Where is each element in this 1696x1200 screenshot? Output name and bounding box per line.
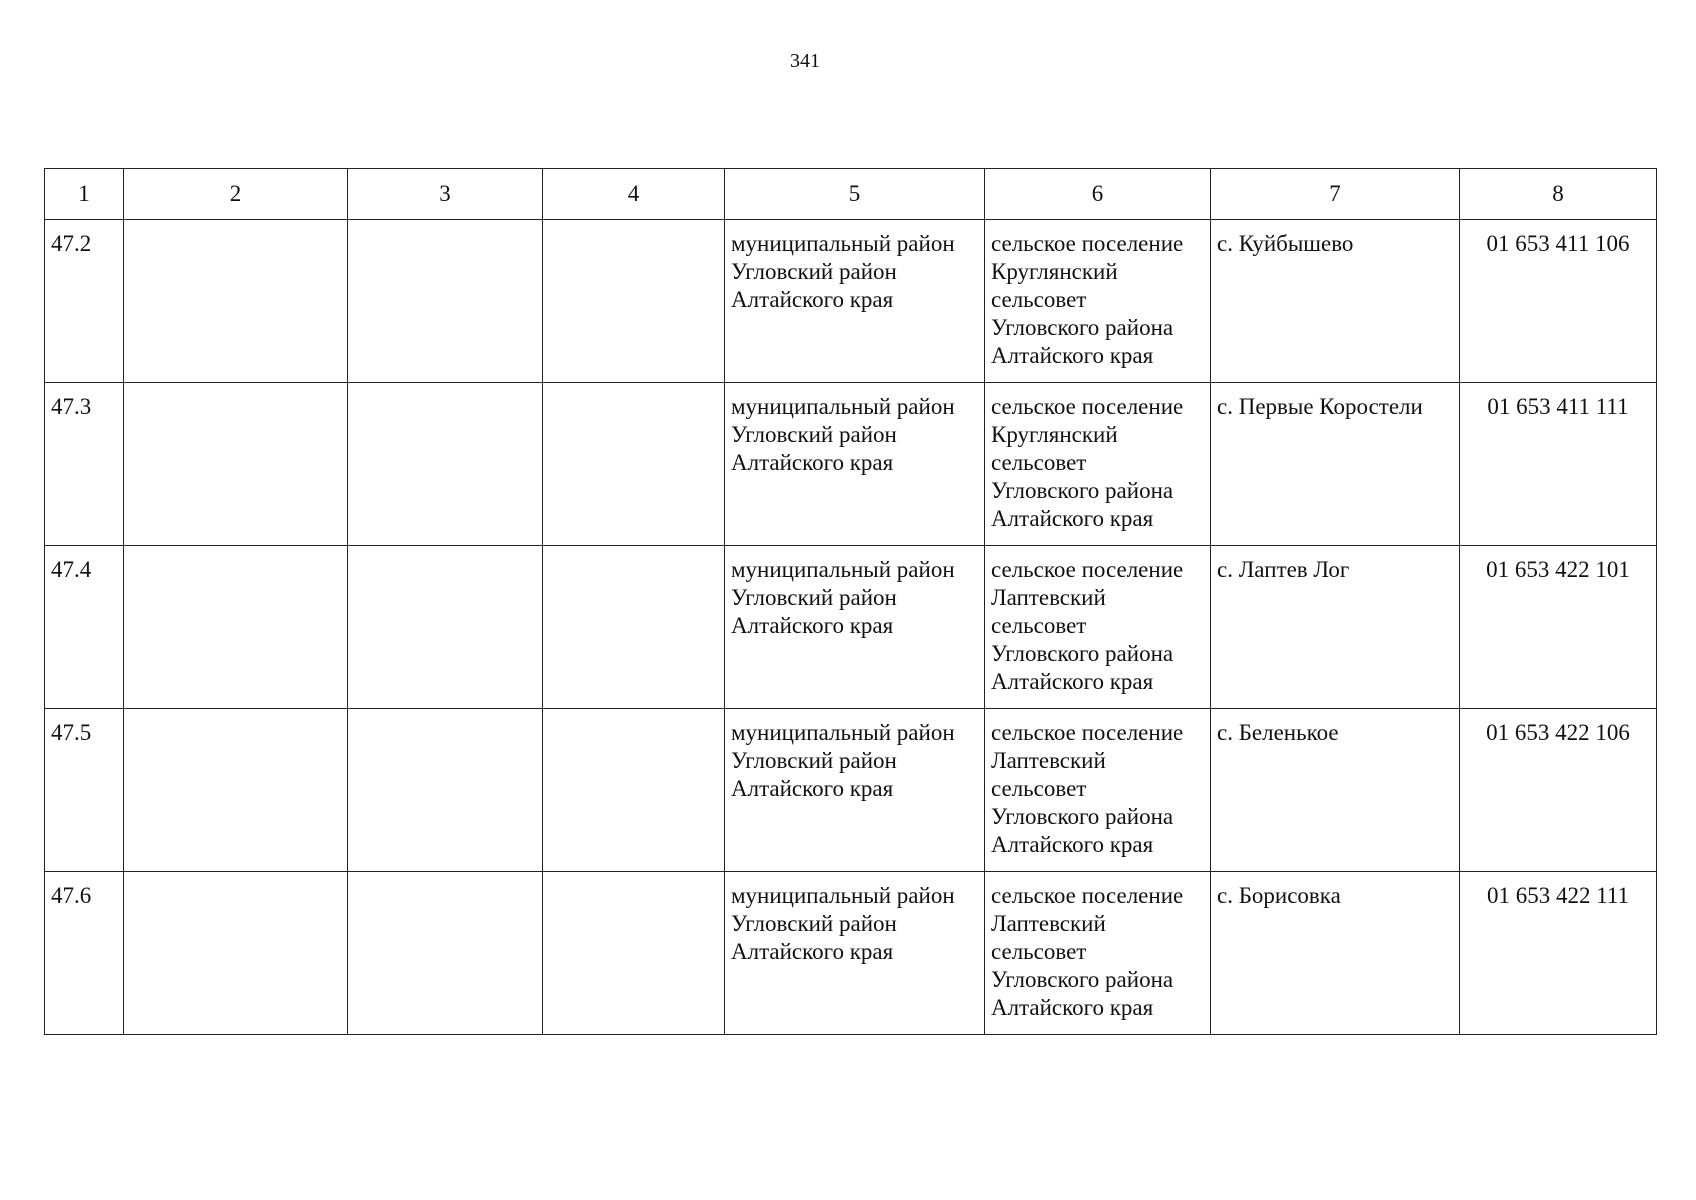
row-number: 47.5 [51,720,92,745]
empty-cell [124,546,348,709]
empty-cell [543,383,725,546]
locality-name: с. Куйбышево [1217,231,1354,256]
row-number-cell [45,872,124,1035]
col2-value [124,546,347,556]
empty-cell [543,872,725,1035]
row-number-cell [45,220,124,383]
district-name: муниципальный район Угловский район Алтайского края [731,394,955,475]
column-header-7: 7 [1211,169,1460,220]
empty-cell [124,709,348,872]
code-cell [1460,872,1657,1035]
settlement-name: сельское поселение Круглянский сельсовет Угловского района Алтайского края [991,394,1184,531]
settlement-name: сельское поселение Круглянский сельсовет Угловского района Алтайского края [991,231,1184,368]
empty-cell [124,220,348,383]
settlement-cell [985,546,1211,709]
oktmo-code: 01 653 411 106 [1486,231,1630,256]
locality-cell [1211,220,1460,383]
column-header-8: 8 [1460,169,1657,220]
row-number: 47.2 [51,231,92,256]
code-cell [1460,709,1657,872]
page-number: 341 [790,50,820,72]
col3-value [348,220,542,230]
empty-cell [348,709,543,872]
district-name: муниципальный район Угловский район Алтайского края [731,231,955,312]
settlement-cell [985,220,1211,383]
row-number-cell [45,383,124,546]
col2-value [124,709,347,719]
locality-name: с. Беленькое [1217,720,1339,745]
col2-value [124,383,347,393]
header-row [45,169,1657,220]
district-name: муниципальный район Угловский район Алтайского края [731,883,955,964]
col3-value [348,546,542,556]
oktmo-code: 01 653 422 106 [1486,720,1630,745]
col3-value [348,872,542,882]
code-cell [1460,220,1657,383]
empty-cell [543,220,725,383]
table-row [45,220,1657,383]
row-number: 47.3 [51,394,92,419]
settlement-cell [985,872,1211,1035]
col4-value [543,872,724,882]
empty-cell [124,872,348,1035]
empty-cell [543,709,725,872]
oktmo-code: 01 653 422 101 [1486,557,1630,582]
locality-name: с. Лаптев Лог [1217,557,1350,582]
district-name: муниципальный район Угловский район Алтайского края [731,720,955,801]
settlement-name: сельское поселение Лаптевский сельсовет Угловского района Алтайского края [991,883,1184,1020]
oktmo-code: 01 653 422 111 [1486,883,1630,908]
empty-cell [348,872,543,1035]
row-number: 47.6 [51,883,92,908]
table-row [45,383,1657,546]
column-header-6: 6 [985,169,1211,220]
col4-value [543,709,724,719]
district-cell [725,546,985,709]
settlement-name: сельское поселение Лаптевский сельсовет Угловского района Алтайского края [991,557,1184,694]
column-header-3: 3 [348,169,543,220]
column-header-4: 4 [543,169,725,220]
empty-cell [124,383,348,546]
col4-value [543,546,724,556]
empty-cell [348,220,543,383]
row-number: 47.4 [51,557,92,582]
empty-cell [348,383,543,546]
locality-cell [1211,383,1460,546]
table-row [45,709,1657,872]
col4-value [543,220,724,230]
table-row [45,546,1657,709]
column-header-5: 5 [725,169,985,220]
empty-cell [543,546,725,709]
col3-value [348,383,542,393]
locality-cell [1211,872,1460,1035]
row-number-cell [45,546,124,709]
column-header-2: 2 [124,169,348,220]
district-name: муниципальный район Угловский район Алтайского края [731,557,955,638]
col2-value [124,220,347,230]
col3-value [348,709,542,719]
settlement-name: сельское поселение Лаптевский сельсовет Угловского района Алтайского края [991,720,1184,857]
registry-table [44,168,1657,1035]
district-cell [725,383,985,546]
oktmo-code: 01 653 411 111 [1487,394,1629,419]
code-cell [1460,383,1657,546]
locality-name: с. Первые Коростели [1217,394,1423,419]
settlement-cell [985,383,1211,546]
locality-cell [1211,709,1460,872]
locality-cell [1211,546,1460,709]
settlement-cell [985,709,1211,872]
locality-name: с. Борисовка [1217,883,1341,908]
district-cell [725,709,985,872]
table-row [45,872,1657,1035]
district-cell [725,872,985,1035]
code-cell [1460,546,1657,709]
col4-value [543,383,724,393]
district-cell [725,220,985,383]
row-number-cell [45,709,124,872]
column-header-1: 1 [45,169,124,220]
col2-value [124,872,347,882]
empty-cell [348,546,543,709]
